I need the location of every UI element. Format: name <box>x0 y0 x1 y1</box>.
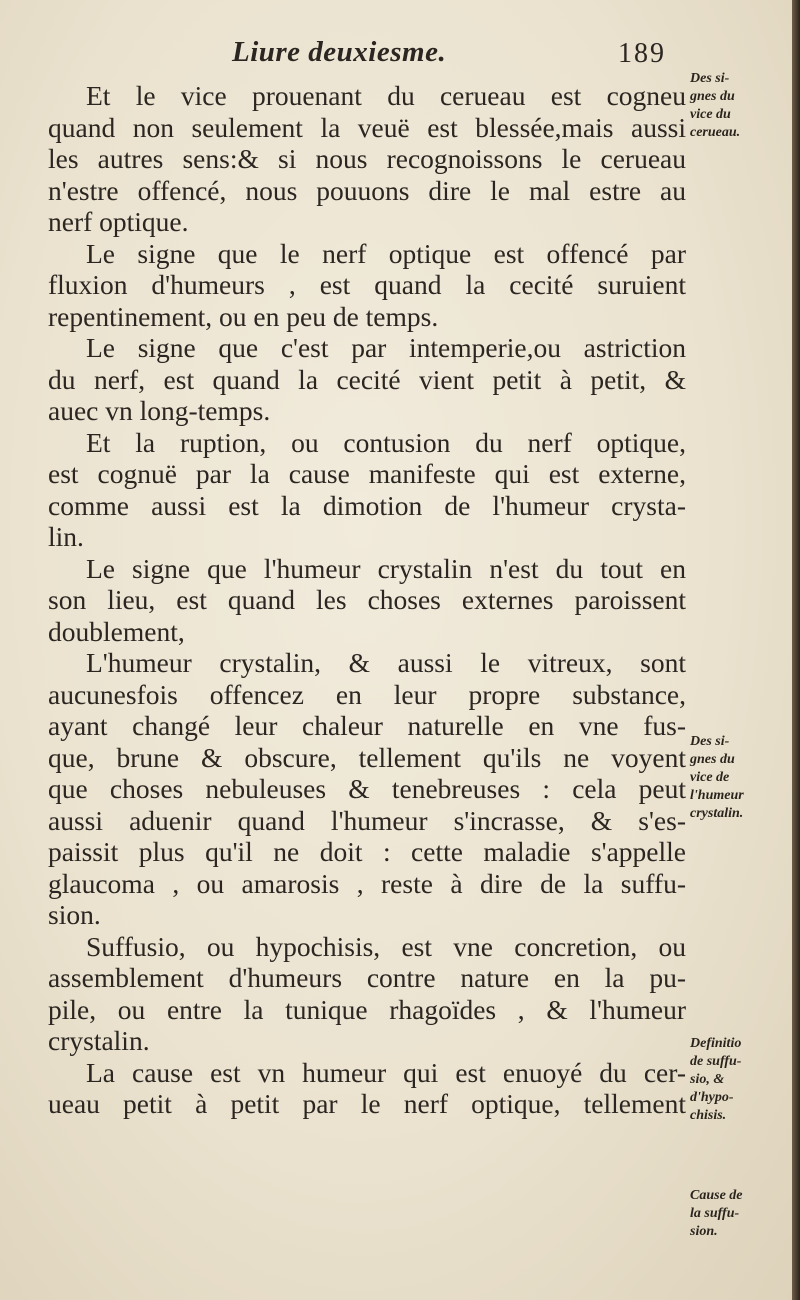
margin-note-line: gnes du <box>690 752 735 767</box>
text-line: L'humeur crystalin, & aussi le vitreux, sont <box>86 647 686 678</box>
margin-note-line: Cause de <box>690 1188 743 1203</box>
text-line: quand non seulement la veuë est blessée,mais aussi <box>48 111 686 143</box>
margin-note-line: l'humeur <box>690 788 744 803</box>
text-line: Et la ruption, ou contusion du nerf optique, <box>86 426 686 458</box>
text-line: que, brune & obscure, tellement qu'ils ne voyent <box>48 741 686 773</box>
text-line: Et le vice prouenant du cerueau est cogneu <box>86 80 686 111</box>
text-line: auec vn long-temps. <box>48 395 271 426</box>
margin-note-line: gnes du <box>690 89 735 104</box>
text-line: repentinement, ou en peu de temps. <box>48 300 439 332</box>
text-line: lin. <box>48 521 84 552</box>
margin-note <box>690 1187 794 1241</box>
margin-note-line: Des si- <box>690 71 730 86</box>
margin-note-line: crystalin. <box>690 806 744 821</box>
margin-note-line: sion. <box>690 1224 718 1239</box>
text-line: est cognuë par la cause manifeste qui est externe, <box>48 458 686 489</box>
text-line: paissit plus qu'il ne doit : cette maladie s'appelle <box>48 836 686 867</box>
margin-note-line: sio, & <box>690 1072 725 1087</box>
page-number: 189 <box>618 38 666 69</box>
margin-note-line: cerueau. <box>690 125 741 140</box>
margin-note <box>690 70 794 142</box>
margin-note-line: Definitio <box>690 1036 742 1051</box>
body-text <box>48 80 686 1120</box>
text-line: ueau petit à petit par le nerf optique, tellement <box>48 1088 686 1119</box>
text-line: glaucoma , ou amarosis , reste à dire de la suffu- <box>48 867 686 899</box>
text-line: Suffusio, ou hypochisis, est vne concretion, ou <box>86 930 686 962</box>
text-line: aucunesfois offencez en leur propre substance, <box>48 678 686 710</box>
text-line: n'estre offencé, nous pouuons dire le mal estre au <box>48 174 686 206</box>
text-line: sion. <box>48 899 101 930</box>
margin-notes <box>690 0 796 1300</box>
margin-note-line: vice de <box>690 770 730 785</box>
running-head: Liure deuxiesme. <box>232 36 447 68</box>
text-line: Le signe que l'humeur crystalin n'est du tout en <box>86 552 686 584</box>
margin-note-line: d'hypo- <box>690 1090 734 1105</box>
text-line: fluxion d'humeurs , est quand la cecité suruient <box>48 269 686 300</box>
margin-note <box>690 733 794 823</box>
text-line: crystalin. <box>48 1025 150 1056</box>
text-line: assemblement d'humeurs contre nature en la pu- <box>48 962 686 993</box>
page-header <box>0 36 800 76</box>
text-line: que choses nebuleuses & tenebreuses : cela peut <box>48 773 686 804</box>
text-line: comme aussi est la dimotion de l'humeur crysta- <box>48 489 686 521</box>
text-line: ayant changé leur chaleur naturelle en vne fus- <box>48 710 686 741</box>
text-line: les autres sens:& si nous recognoissons le cerueau <box>48 143 686 174</box>
text-line: Le signe que c'est par intemperie,ou astriction <box>86 332 686 363</box>
margin-note-line: Des si- <box>690 734 730 749</box>
margin-note-line: vice du <box>690 107 731 122</box>
text-line: nerf optique. <box>48 206 189 237</box>
text-line: son lieu, est quand les choses externes paroissent <box>48 584 686 615</box>
margin-note-line: la suffu- <box>690 1206 740 1221</box>
text-line: Le signe que le nerf optique est offencé par <box>86 237 686 269</box>
text-line: du nerf, est quand la cecité vient petit à petit, & <box>48 363 686 395</box>
margin-note <box>690 1035 794 1125</box>
margin-note-line: chisis. <box>690 1108 727 1123</box>
text-line: aussi aduenir quand l'humeur s'incrasse, & s'es- <box>48 804 686 836</box>
text-line: doublement, <box>48 615 185 647</box>
margin-note-line: de suffu- <box>690 1054 742 1069</box>
text-line: La cause est vn humeur qui est enuoyé du cer- <box>86 1056 686 1088</box>
text-line: pile, ou entre la tunique rhagoïdes , & l'humeur <box>48 993 686 1025</box>
